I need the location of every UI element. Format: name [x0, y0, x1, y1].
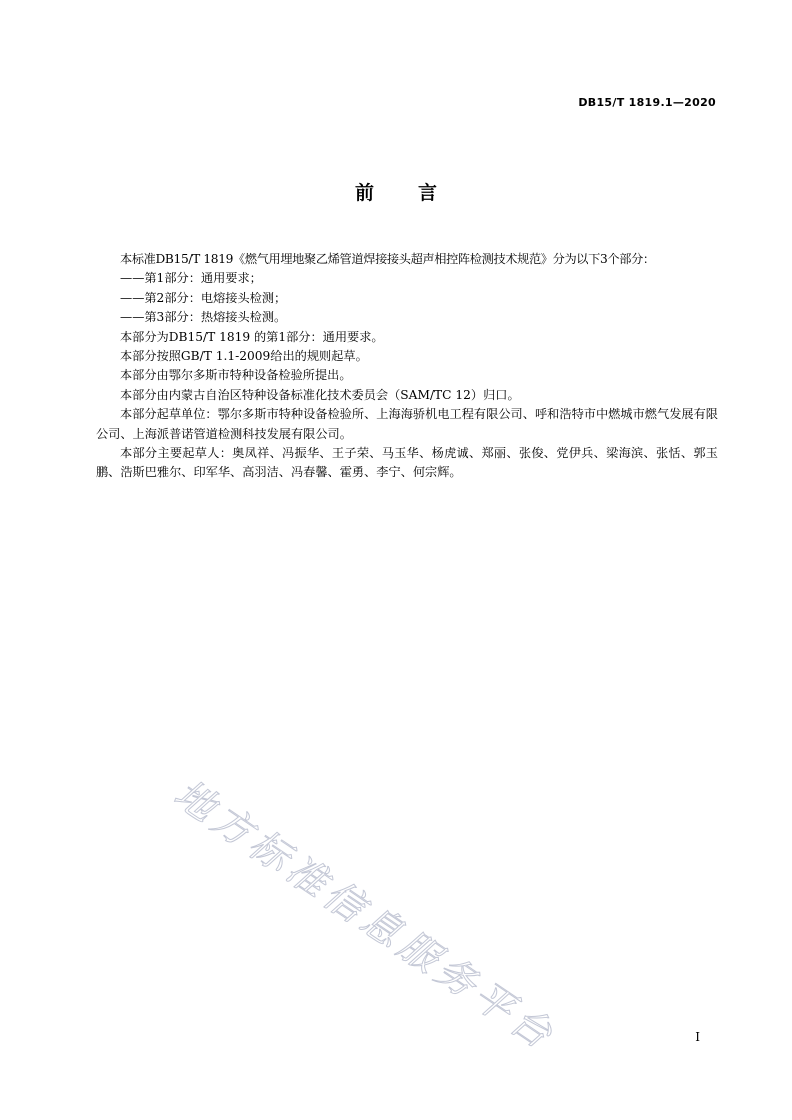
- list-item-part-1: ——第1部分：通用要求；: [120, 271, 262, 286]
- page-title: 前言: [354, 182, 481, 204]
- list-item-part-3: ——第3部分：热熔接头检测。: [120, 310, 287, 325]
- paragraph-centralized: 本部分由内蒙古自治区特种设备标准化技术委员会（SAM/TC 12）归口。: [120, 387, 520, 402]
- paragraph-standard-intro: 本标准DB15/T 1819《燃气用埋地聚乙烯管道焊接接头超声相控阵检测技术规范》分为以下3个部分：: [120, 252, 655, 266]
- page-number: I: [695, 1030, 700, 1044]
- paragraph-drafting-rules: 本部分按照GB/T 1.1-2009给出的规则起草。: [120, 349, 368, 364]
- paragraph-drafting-units: 本部分起草单位：鄂尔多斯市特种设备检验所、上海海骄机电工程有限公司、呼和浩特市中燃城市燃气发展有限公司、上海派普诺管道检测科技发展有限公司。: [96, 407, 718, 441]
- watermark: 地方标准信息服务平台: [165, 771, 565, 1061]
- paragraph-proposer: 本部分由鄂尔多斯市特种设备检验所提出。: [120, 368, 352, 383]
- foreword-body: [96, 250, 718, 483]
- paragraph-drafters: 本部分主要起草人：奥凤祥、冯振华、王子荣、马玉华、杨虎诚、郑丽、张俊、党伊兵、梁海滨、张恬、郭玉鹏、浩斯巴雅尔、印军华、高羽洁、冯春馨、霍勇、李宁、何宗辉。: [96, 446, 718, 480]
- list-item-part-2: ——第2部分：电熔接头检测；: [120, 290, 287, 305]
- paragraph-this-part: 本部分为DB15/T 1819 的第1部分：通用要求。: [120, 329, 384, 344]
- document-code: DB15/T 1819.1—2020: [578, 96, 716, 109]
